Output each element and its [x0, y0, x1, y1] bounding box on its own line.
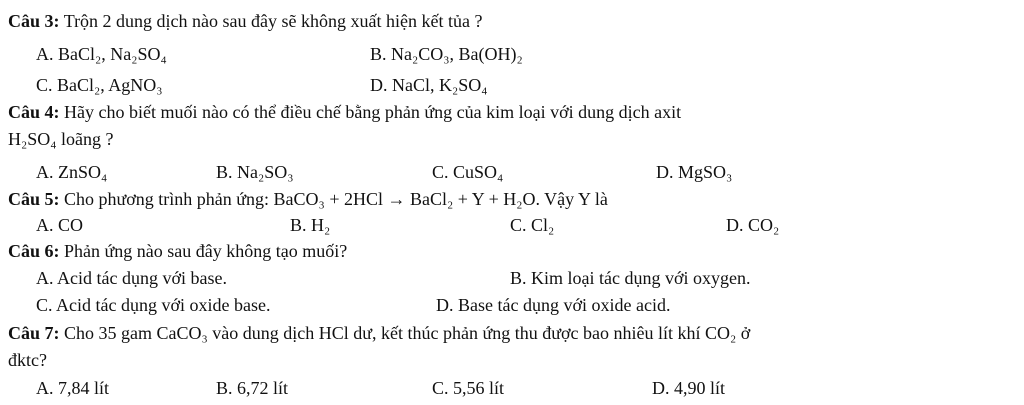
question-4 [8, 101, 681, 123]
q3-option-b: B. Na₂CO₃, Ba(OH)₂ [370, 44, 523, 64]
q5-option-a: A. CO [36, 215, 84, 235]
question-7-number: Câu 7: [8, 323, 60, 343]
q7-option-a: A. 7,84 lít [36, 378, 110, 398]
question-5-number: Câu 5: [8, 189, 60, 209]
q5-option-d: D. CO₂ [726, 215, 780, 235]
question-3-text: Trộn 2 dung dịch nào sau đây sẽ không xuất hiện kết tủa ? [63, 11, 483, 31]
q6-option-d: D. Base tác dụng với oxide acid. [436, 295, 671, 315]
question-7 [8, 322, 750, 344]
q4-option-c: C. CuSO₄ [432, 162, 504, 182]
q7-option-d: D. 4,90 lít [652, 378, 726, 398]
question-3 [8, 10, 482, 32]
question-7-text: Cho 35 gam CaCO₃ vào dung dịch HCl dư, kết thúc phản ứng thu được bao nhiêu lít khí CO₂ ở [64, 323, 751, 343]
question-6-text: Phản ứng nào sau đây không tạo muối? [64, 241, 348, 261]
q3-option-a: A. BaCl₂, Na₂SO₄ [36, 44, 167, 64]
q6-option-a: A. Acid tác dụng với base. [36, 268, 227, 288]
q7-option-b: B. 6,72 lít [216, 378, 289, 398]
q3-option-d: D. NaCl, K₂SO₄ [370, 75, 488, 95]
question-6 [8, 240, 347, 262]
q5-option-c: C. Cl₂ [510, 215, 555, 235]
q6-option-b: B. Kim loại tác dụng với oxygen. [510, 268, 751, 288]
question-4-number: Câu 4: [8, 102, 60, 122]
question-5 [8, 188, 608, 210]
question-4-text-cont: H₂SO₄ loãng ? [8, 129, 114, 149]
question-3-number: Câu 3: [8, 11, 60, 31]
q5-option-b: B. H₂ [290, 215, 331, 235]
q3-option-c: C. BaCl₂, AgNO₃ [36, 75, 163, 95]
q4-option-d: D. MgSO₃ [656, 162, 733, 182]
question-4-text: Hãy cho biết muối nào có thể điều chế bằng phản ứng của kim loại với dung dịch axit [64, 102, 682, 122]
question-7-text-cont: đktc? [8, 350, 47, 370]
q7-option-c: C. 5,56 lít [432, 378, 505, 398]
question-6-number: Câu 6: [8, 241, 60, 261]
question-5-text: Cho phương trình phản ứng: BaCO₃ + 2HCl → BaCl₂ + Y + H₂O. Vậy Y là [64, 189, 608, 209]
q4-option-b: B. Na₂SO₃ [216, 162, 294, 182]
q4-option-a: A. ZnSO₄ [36, 162, 108, 182]
q6-option-c: C. Acid tác dụng với oxide base. [36, 295, 271, 315]
